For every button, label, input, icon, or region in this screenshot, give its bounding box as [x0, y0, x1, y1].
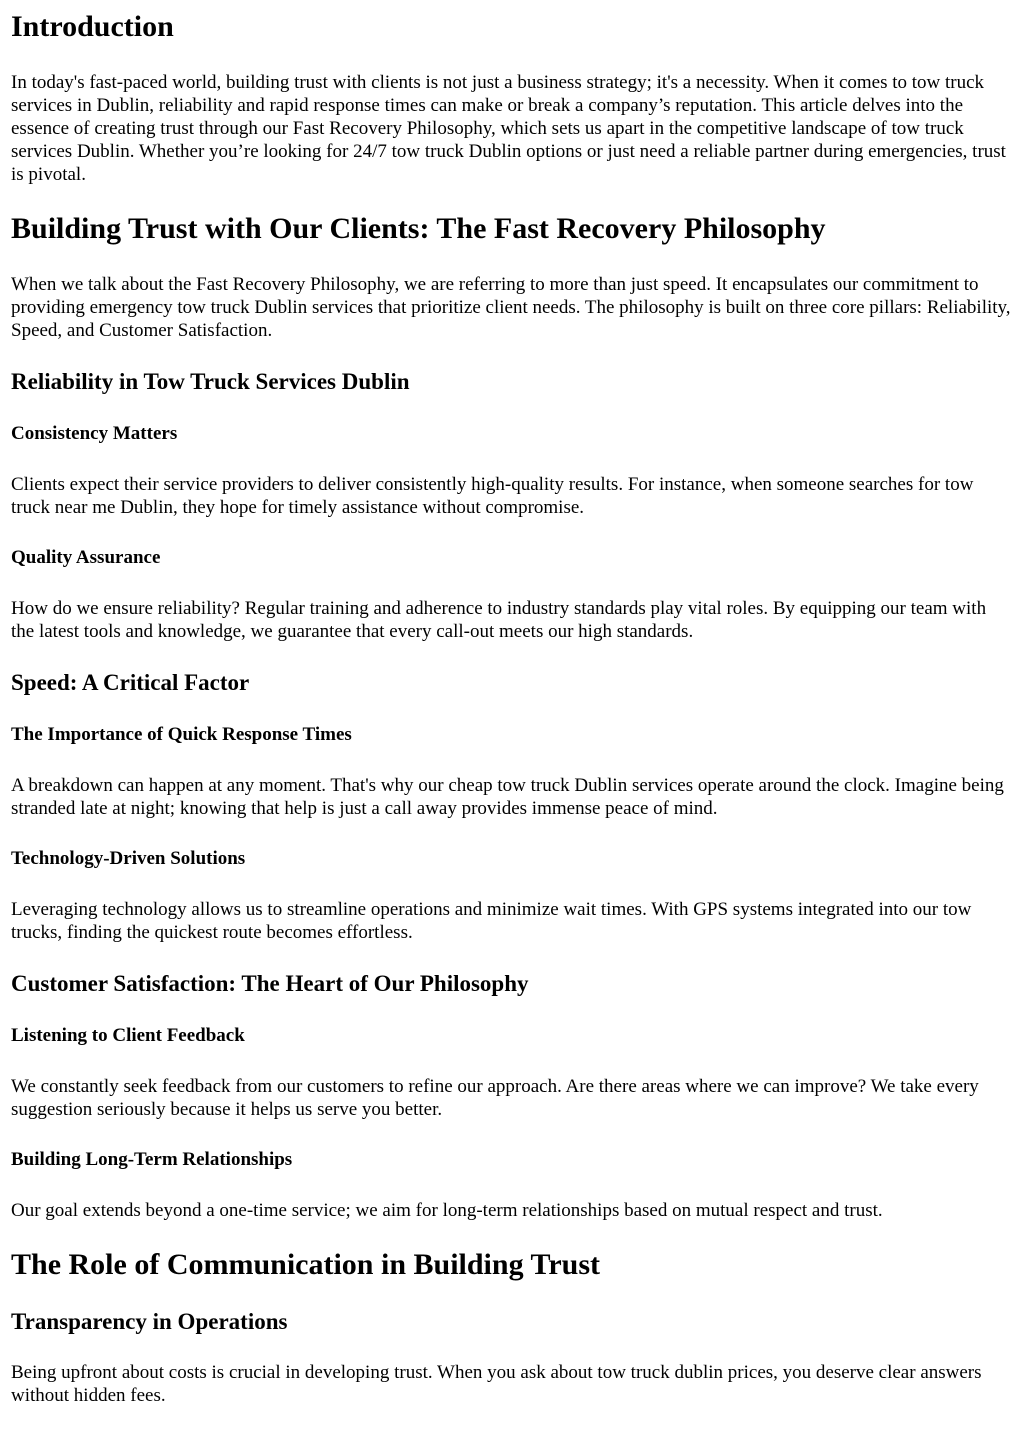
communication-heading: The Role of Communication in Building Trust: [11, 1248, 600, 1281]
article: [0, 10, 1024, 1407]
satisfaction-heading: Customer Satisfaction: The Heart of Our Philosophy: [11, 971, 529, 996]
reliability-heading: Reliability in Tow Truck Services Dublin: [11, 369, 410, 394]
quality-heading: Quality Assurance: [11, 547, 161, 568]
relationships-paragraph: Our goal extends beyond a one-time service; we aim for long-term relationships based on mutual respect and trust.: [11, 1200, 883, 1221]
transparency-heading: Transparency in Operations: [11, 1309, 288, 1334]
feedback-paragraph: We constantly seek feedback from our customers to refine our approach. Are there areas where we can improve? We take every suggestion seriously because it helps us serve you better.: [11, 1076, 979, 1120]
consistency-paragraph: Clients expect their service providers to deliver consistently high-quality results. For instance, when someone searches for tow truck near me Dublin, they hope for timely assistance without compromise.: [11, 474, 974, 518]
consistency-heading: Consistency Matters: [11, 423, 178, 444]
relationships-heading: Building Long-Term Relationships: [11, 1149, 293, 1170]
quality-paragraph: How do we ensure reliability? Regular training and adherence to industry standards play vital roles. By equipping our team with the latest tools and knowledge, we guarantee that every call-out meets our high standards.: [11, 598, 987, 642]
feedback-heading: Listening to Client Feedback: [11, 1025, 245, 1046]
speed-heading: Speed: A Critical Factor: [11, 670, 250, 695]
philosophy-paragraph: When we talk about the Fast Recovery Philosophy, we are referring to more than just speed. It encapsulates our commitment to providing emergency tow truck Dublin services that prioritize client needs. The philosophy is built on three core pillars: Reliability, Speed, and Customer Satisfaction.: [11, 274, 1011, 341]
transparency-paragraph: Being upfront about costs is crucial in developing trust. When you ask about tow truck dublin prices, you deserve clear answers without hidden fees.: [11, 1362, 982, 1406]
response-heading: The Importance of Quick Response Times: [11, 724, 352, 745]
philosophy-heading: Building Trust with Our Clients: The Fast Recovery Philosophy: [11, 212, 826, 245]
tech-paragraph: Leveraging technology allows us to streamline operations and minimize wait times. With GPS systems integrated into our tow trucks, finding the quickest route becomes effortless.: [11, 899, 972, 943]
intro-heading: Introduction: [11, 10, 174, 43]
intro-paragraph: In today's fast-paced world, building trust with clients is not just a business strategy; it's a necessity. When it comes to tow truck services in Dublin, reliability and rapid response times can make or break a company’s reputation. This article delves into the essence of creating trust through our Fast Recovery Philosophy, which sets us apart in the competitive landscape of tow truck services Dublin. Whether you’re looking for 24/7 tow truck Dublin options or just need a reliable partner during emergencies, trust is pivotal.: [11, 72, 1006, 185]
response-paragraph: A breakdown can happen at any moment. That's why our cheap tow truck Dublin services operate around the clock. Imagine being stranded late at night; knowing that help is just a call away provides immense peace of mind.: [11, 775, 1004, 819]
tech-heading: Technology-Driven Solutions: [11, 848, 246, 869]
